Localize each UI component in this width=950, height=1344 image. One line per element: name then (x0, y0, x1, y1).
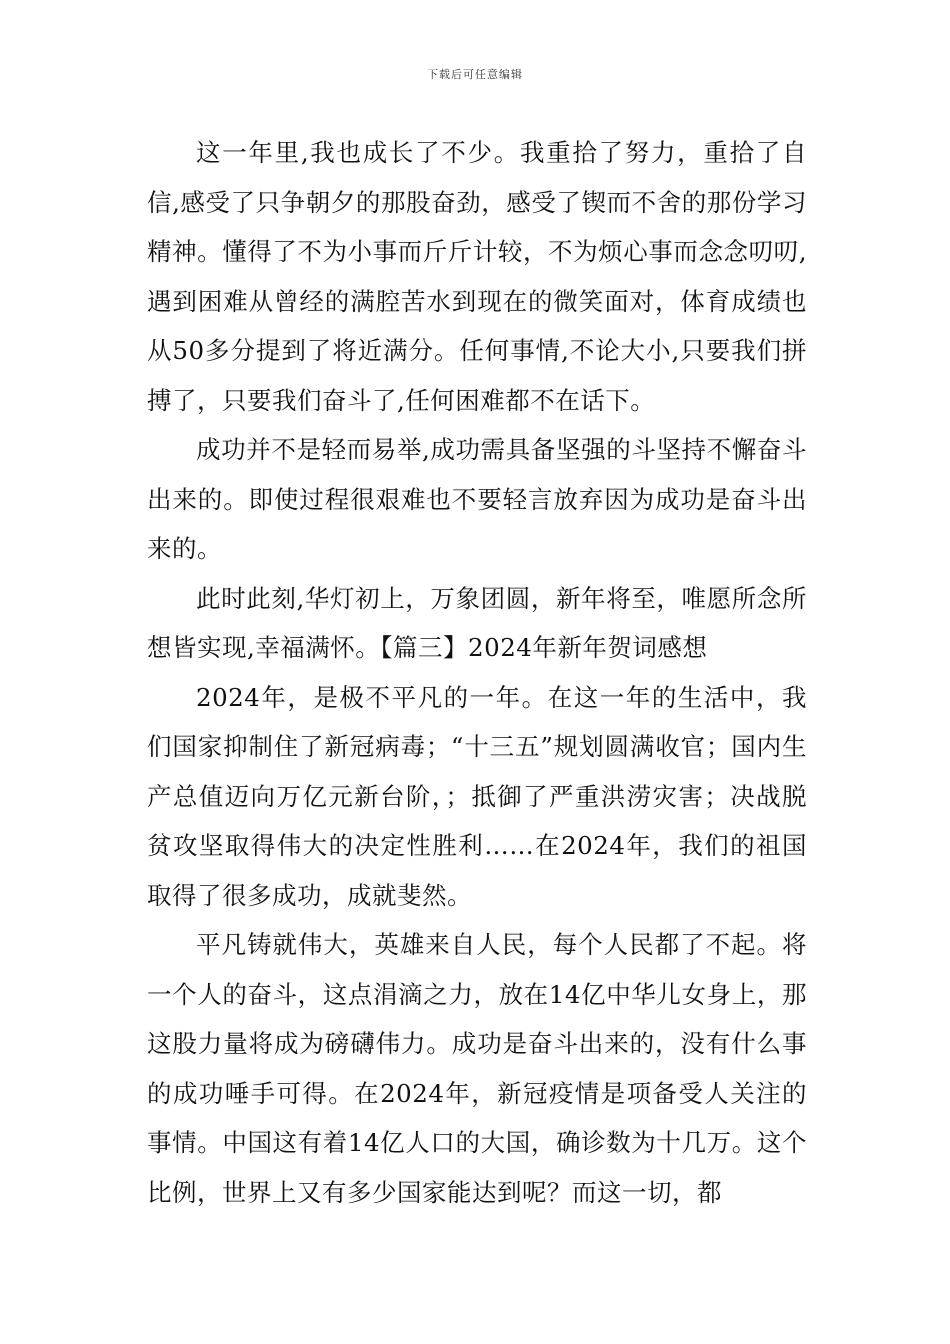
paragraph: 这一年里,我也成长了不少。我重拾了努力，重拾了自信,感受了只争朝夕的那股奋劲，感受了锲而不舍的那份学习精神。懂得了不为小事而斤斤计较，不为烦心事而念念叨叨,遇到困难从曾经的满腔苦水到现在的微笑面对，体育成绩也从50多分提到了将近满分。任何事情,不论大小,只要我们拼搏了，只要我们奋斗了,任何困难都不在话下。 (147, 138, 807, 415)
page-header: 下载后可任意编辑 (427, 68, 523, 81)
paragraph: 2024年，是极不平凡的一年。在这一年的生活中，我们国家抑制住了新冠病毒；“十三五”规划圆满收官；国内生产总值迈向万亿元新台阶，；抵御了严重洪涝灾害；决战脱贫攻坚取得伟大的决定性胜利……在2024年，我们的祖国取得了很多成功，成就斐然。 (147, 682, 807, 910)
paragraph: 成功并不是轻而易举,成功需具备坚强的斗坚持不懈奋斗出来的。即使过程很艰难也不要轻言放弃因为成功是奋斗出来的。 (147, 435, 807, 563)
document-body (147, 128, 807, 1217)
paragraph: 此时此刻,华灯初上，万象团圆，新年将至，唯愿所念所想皆实现,幸福满怀。【篇三】2024年新年贺词感想 (147, 583, 807, 662)
paragraph: 平凡铸就伟大，英雄来自人民，每个人民都了不起。将一个人的奋斗，这点涓滴之力，放在14亿中华儿女身上，那这股力量将成为磅礴伟力。成功是奋斗出来的，没有什么事的成功唾手可得。在2024年，新冠疫情是项备受人关注的事情。中国这有着14亿人口的大国，确诊数为十几万。这个比例，世界上又有多少国家能达到呢？而这一切，都 (147, 930, 807, 1207)
